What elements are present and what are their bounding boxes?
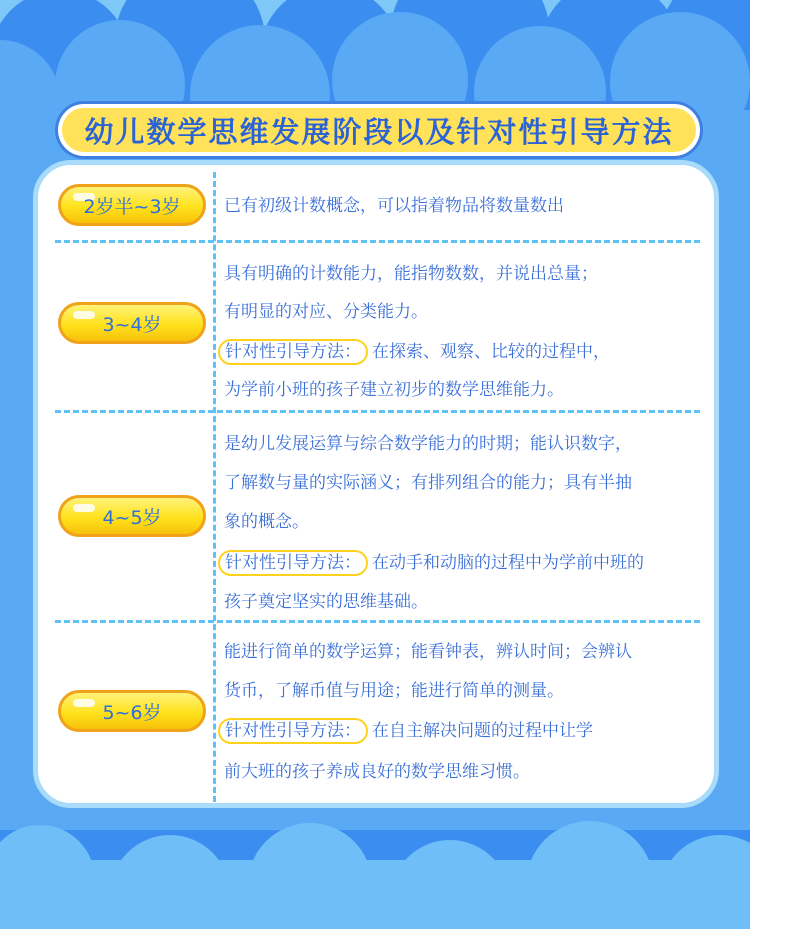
age-label: 3~4岁 <box>102 313 162 336</box>
age-label: 4~5岁 <box>102 506 162 529</box>
stage-4-line-1: 能进行简单的数学运算；能看钟表，辨认时间；会辨认 <box>224 642 632 662</box>
stage-2-line-2: 有明显的对应、分类能力。 <box>224 302 428 322</box>
stage-3-guide <box>224 550 644 576</box>
age-badge-4 <box>58 690 206 732</box>
age-badge-2 <box>58 302 206 344</box>
stage-1-line-1: 已有初级计数概念，可以指着物品将数量数出 <box>224 196 564 216</box>
age-badge-3 <box>58 495 206 537</box>
page-title: 幼儿数学思维发展阶段以及针对性引导方法 <box>84 114 674 149</box>
stage-4-line-2: 货币，了解币值与用途；能进行简单的测量。 <box>224 681 564 701</box>
age-label: 5~6岁 <box>102 701 162 724</box>
age-label: 2岁半~3岁 <box>83 195 181 218</box>
age-badge-1 <box>58 184 206 226</box>
stage-3-guide-line-2: 孩子奠定坚实的思维基础。 <box>224 592 428 612</box>
stage-2-guide <box>224 339 610 365</box>
stage-4-guide-line-2: 前大班的孩子养成良好的数学思维习惯。 <box>224 762 530 782</box>
guide-text: 在自主解决问题的过程中让学 <box>372 721 593 741</box>
row-divider <box>55 410 700 413</box>
stage-2-guide-line-2: 为学前小班的孩子建立初步的数学思维能力。 <box>224 380 564 400</box>
stage-2-line-1: 具有明确的计数能力，能指物数数，并说出总量； <box>224 264 598 284</box>
row-divider <box>55 240 700 243</box>
guide-label: 针对性引导方法： <box>218 339 368 365</box>
guide-label: 针对性引导方法： <box>218 550 368 576</box>
guide-label: 针对性引导方法： <box>218 718 368 744</box>
guide-text: 在探索、观察、比较的过程中， <box>372 342 610 362</box>
row-divider <box>55 620 700 623</box>
title-banner <box>58 104 700 156</box>
vertical-divider <box>213 172 216 802</box>
stage-3-line-3: 象的概念。 <box>224 512 309 532</box>
stage-4-guide <box>224 718 593 744</box>
stage-3-line-1: 是幼儿发展运算与综合数学能力的时期；能认识数字， <box>224 434 632 454</box>
stage-3-line-2: 了解数与量的实际涵义；有排列组合的能力；具有半抽 <box>224 473 632 493</box>
guide-text: 在动手和动脑的过程中为学前中班的 <box>372 553 644 573</box>
